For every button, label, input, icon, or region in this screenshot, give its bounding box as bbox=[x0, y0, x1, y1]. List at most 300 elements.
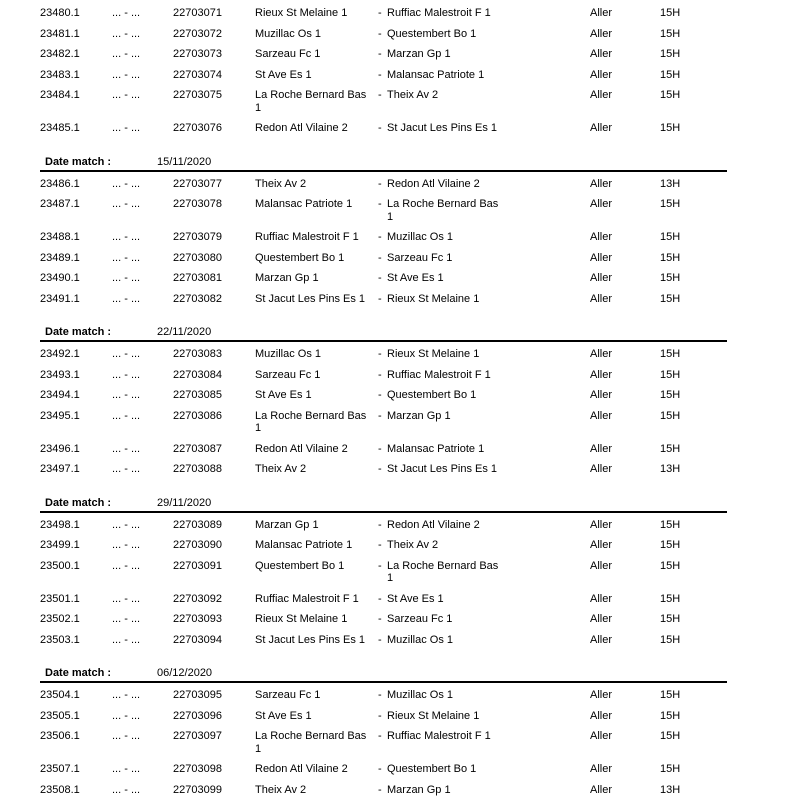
match-rows bbox=[0, 3, 792, 139]
away-team: La Roche Bernard Bas 1 bbox=[387, 559, 499, 584]
match-number: 23503.1 bbox=[40, 633, 80, 646]
away-team-cell bbox=[378, 763, 590, 776]
match-row bbox=[0, 3, 792, 24]
match-code: 22703074 bbox=[173, 68, 222, 81]
leg-label: Aller bbox=[590, 198, 613, 210]
date-match-label: Date match : bbox=[45, 496, 112, 509]
leg-label: Aller bbox=[590, 389, 613, 401]
score-placeholder: ... - ... bbox=[112, 613, 141, 625]
leg-label: Aller bbox=[590, 7, 613, 19]
leg-label: Aller bbox=[590, 368, 613, 381]
away-team: Questembert Bo 1 bbox=[387, 763, 477, 775]
away-team-cell bbox=[378, 730, 590, 743]
match-row bbox=[0, 556, 792, 589]
kickoff-time: 15H bbox=[660, 198, 681, 210]
date-match-label: Date match : bbox=[45, 155, 112, 168]
away-team: Rieux St Melaine 1 bbox=[387, 709, 480, 722]
away-team-dash: - bbox=[378, 709, 382, 722]
leg-label: Aller bbox=[590, 27, 613, 40]
kickoff-time: 15H bbox=[660, 709, 681, 722]
kickoff-time: 15H bbox=[660, 7, 681, 19]
kickoff-time: 15H bbox=[660, 613, 681, 625]
score-placeholder: ... - ... bbox=[112, 27, 141, 40]
match-code: 22703093 bbox=[173, 613, 222, 625]
home-team: Rieux St Melaine 1 bbox=[255, 7, 348, 19]
match-code: 22703095 bbox=[173, 689, 222, 701]
score-placeholder: ... - ... bbox=[112, 709, 141, 722]
match-row bbox=[0, 706, 792, 727]
match-number: 23496.1 bbox=[40, 442, 80, 455]
away-team-dash: - bbox=[378, 613, 382, 625]
home-team: Marzan Gp 1 bbox=[255, 272, 319, 284]
away-team: Malansac Patriote 1 bbox=[387, 68, 485, 81]
match-row bbox=[0, 685, 792, 706]
leg-label: Aller bbox=[590, 231, 613, 243]
match-number: 23487.1 bbox=[40, 198, 80, 210]
away-team: Malansac Patriote 1 bbox=[387, 442, 485, 455]
match-code: 22703079 bbox=[173, 231, 222, 243]
away-team-cell bbox=[378, 443, 590, 456]
away-team-cell bbox=[378, 539, 590, 552]
away-team: Marzan Gp 1 bbox=[387, 783, 451, 796]
away-team-dash: - bbox=[378, 122, 382, 134]
match-day-header bbox=[40, 156, 727, 172]
sections-container bbox=[0, 3, 792, 800]
away-team-cell bbox=[378, 369, 590, 382]
match-code: 22703075 bbox=[173, 89, 222, 101]
away-team-cell bbox=[378, 28, 590, 41]
match-row bbox=[0, 609, 792, 630]
home-team: La Roche Bernard Bas 1 bbox=[255, 409, 367, 434]
match-day-header bbox=[40, 497, 727, 513]
away-team: St Jacut Les Pins Es 1 bbox=[387, 463, 498, 475]
kickoff-time: 15H bbox=[660, 68, 681, 81]
leg-label: Aller bbox=[590, 689, 613, 701]
match-row bbox=[0, 44, 792, 65]
away-team-dash: - bbox=[378, 7, 382, 19]
kickoff-time: 15H bbox=[660, 292, 681, 305]
away-team: Redon Atl Vilaine 2 bbox=[387, 177, 480, 190]
match-number: 23505.1 bbox=[40, 709, 80, 722]
match-day-section bbox=[0, 497, 792, 651]
home-team: Sarzeau Fc 1 bbox=[255, 689, 321, 701]
score-placeholder: ... - ... bbox=[112, 633, 141, 646]
score-placeholder: ... - ... bbox=[112, 763, 141, 775]
home-team: St Ave Es 1 bbox=[255, 389, 312, 401]
match-row bbox=[0, 85, 792, 118]
leg-label: Aller bbox=[590, 518, 613, 531]
kickoff-time: 15H bbox=[660, 389, 681, 401]
match-day-header bbox=[40, 326, 727, 342]
match-code: 22703096 bbox=[173, 709, 222, 722]
score-placeholder: ... - ... bbox=[112, 463, 141, 475]
leg-label: Aller bbox=[590, 409, 613, 422]
away-team-cell bbox=[378, 7, 590, 20]
match-rows bbox=[0, 513, 792, 651]
away-team-cell bbox=[378, 48, 590, 61]
match-code: 22703086 bbox=[173, 409, 222, 422]
match-row bbox=[0, 726, 792, 759]
match-row bbox=[0, 439, 792, 460]
match-code: 22703089 bbox=[173, 518, 222, 531]
away-team-cell bbox=[378, 252, 590, 265]
match-code: 22703087 bbox=[173, 442, 222, 455]
match-code: 22703085 bbox=[173, 389, 222, 401]
match-number: 23485.1 bbox=[40, 122, 80, 134]
away-team: Ruffiac Malestroit F 1 bbox=[387, 7, 491, 19]
score-placeholder: ... - ... bbox=[112, 409, 141, 422]
match-number: 23486.1 bbox=[40, 177, 80, 190]
match-code: 22703076 bbox=[173, 122, 222, 134]
match-row bbox=[0, 344, 792, 365]
home-team: Malansac Patriote 1 bbox=[255, 539, 353, 551]
score-placeholder: ... - ... bbox=[112, 518, 141, 531]
away-team: Marzan Gp 1 bbox=[387, 48, 451, 60]
kickoff-time: 13H bbox=[660, 463, 681, 475]
away-team-cell bbox=[378, 122, 590, 135]
kickoff-time: 15H bbox=[660, 368, 681, 381]
leg-label: Aller bbox=[590, 292, 613, 305]
match-row bbox=[0, 535, 792, 556]
away-team: Questembert Bo 1 bbox=[387, 389, 477, 401]
match-number: 23491.1 bbox=[40, 292, 80, 305]
score-placeholder: ... - ... bbox=[112, 68, 141, 81]
date-match-value: 29/11/2020 bbox=[157, 496, 212, 509]
away-team: St Ave Es 1 bbox=[387, 272, 444, 284]
away-team: Redon Atl Vilaine 2 bbox=[387, 518, 480, 531]
match-code: 22703083 bbox=[173, 348, 222, 360]
away-team-dash: - bbox=[378, 730, 382, 742]
match-number: 23484.1 bbox=[40, 89, 80, 101]
score-placeholder: ... - ... bbox=[112, 198, 141, 210]
score-placeholder: ... - ... bbox=[112, 689, 141, 701]
home-team: St Ave Es 1 bbox=[255, 68, 312, 81]
leg-label: Aller bbox=[590, 463, 613, 475]
away-team: Theix Av 2 bbox=[387, 539, 439, 551]
leg-label: Aller bbox=[590, 709, 613, 722]
away-team-dash: - bbox=[378, 272, 382, 284]
leg-label: Aller bbox=[590, 730, 613, 742]
match-number: 23488.1 bbox=[40, 231, 80, 243]
home-team: Questembert Bo 1 bbox=[255, 559, 345, 572]
match-number: 23502.1 bbox=[40, 613, 80, 625]
leg-label: Aller bbox=[590, 89, 613, 101]
leg-label: Aller bbox=[590, 122, 613, 134]
score-placeholder: ... - ... bbox=[112, 442, 141, 455]
match-code: 22703084 bbox=[173, 368, 222, 381]
match-code: 22703099 bbox=[173, 783, 222, 796]
away-team-cell bbox=[378, 593, 590, 606]
kickoff-time: 15H bbox=[660, 348, 681, 360]
match-number: 23481.1 bbox=[40, 27, 80, 40]
match-number: 23480.1 bbox=[40, 7, 80, 19]
match-code: 22703094 bbox=[173, 633, 222, 646]
score-placeholder: ... - ... bbox=[112, 292, 141, 305]
score-placeholder: ... - ... bbox=[112, 592, 141, 605]
score-placeholder: ... - ... bbox=[112, 272, 141, 284]
leg-label: Aller bbox=[590, 442, 613, 455]
match-code: 22703072 bbox=[173, 27, 222, 40]
match-row bbox=[0, 194, 792, 227]
away-team-cell bbox=[378, 389, 590, 402]
home-team: Redon Atl Vilaine 2 bbox=[255, 122, 348, 134]
away-team-dash: - bbox=[378, 633, 382, 646]
kickoff-time: 15H bbox=[660, 409, 681, 422]
away-team: Rieux St Melaine 1 bbox=[387, 348, 480, 360]
match-day-header bbox=[40, 667, 727, 683]
match-row bbox=[0, 406, 792, 439]
away-team: Marzan Gp 1 bbox=[387, 409, 451, 422]
match-number: 23508.1 bbox=[40, 783, 80, 796]
away-team-cell bbox=[378, 689, 590, 702]
match-number: 23489.1 bbox=[40, 251, 80, 264]
date-match-label: Date match : bbox=[45, 326, 112, 338]
match-day-section bbox=[0, 326, 792, 480]
date-match-value: 06/12/2020 bbox=[157, 667, 213, 679]
match-row bbox=[0, 268, 792, 289]
away-team-dash: - bbox=[378, 518, 382, 531]
match-rows bbox=[0, 172, 792, 310]
kickoff-time: 15H bbox=[660, 559, 681, 572]
home-team: Sarzeau Fc 1 bbox=[255, 48, 321, 60]
match-code: 22703088 bbox=[173, 463, 222, 475]
match-number: 23507.1 bbox=[40, 763, 80, 775]
kickoff-time: 15H bbox=[660, 251, 681, 264]
away-team-dash: - bbox=[378, 348, 382, 360]
home-team: Theix Av 2 bbox=[255, 177, 307, 190]
home-team: Ruffiac Malestroit F 1 bbox=[255, 592, 359, 605]
kickoff-time: 15H bbox=[660, 689, 681, 701]
match-code: 22703092 bbox=[173, 592, 222, 605]
kickoff-time: 15H bbox=[660, 27, 681, 40]
match-row bbox=[0, 630, 792, 651]
match-number: 23506.1 bbox=[40, 730, 80, 742]
match-code: 22703080 bbox=[173, 251, 222, 264]
match-number: 23499.1 bbox=[40, 539, 80, 551]
away-team-cell bbox=[378, 560, 590, 585]
away-team: Sarzeau Fc 1 bbox=[387, 251, 453, 264]
away-team-cell bbox=[378, 178, 590, 191]
match-number: 23498.1 bbox=[40, 518, 80, 531]
away-team: St Jacut Les Pins Es 1 bbox=[387, 122, 498, 134]
kickoff-time: 15H bbox=[660, 518, 681, 531]
match-row bbox=[0, 248, 792, 269]
score-placeholder: ... - ... bbox=[112, 368, 141, 381]
away-team-dash: - bbox=[378, 198, 382, 210]
away-team-dash: - bbox=[378, 389, 382, 401]
away-team: Muzillac Os 1 bbox=[387, 633, 454, 646]
leg-label: Aller bbox=[590, 539, 613, 551]
kickoff-time: 13H bbox=[660, 783, 681, 796]
score-placeholder: ... - ... bbox=[112, 783, 141, 796]
match-number: 23501.1 bbox=[40, 592, 80, 605]
away-team-dash: - bbox=[378, 689, 382, 701]
leg-label: Aller bbox=[590, 68, 613, 81]
leg-label: Aller bbox=[590, 763, 613, 775]
match-row bbox=[0, 589, 792, 610]
match-row bbox=[0, 780, 792, 800]
match-row bbox=[0, 289, 792, 310]
date-match-value: 22/11/2020 bbox=[157, 326, 212, 338]
away-team-dash: - bbox=[378, 442, 382, 455]
leg-label: Aller bbox=[590, 559, 613, 572]
away-team-cell bbox=[378, 348, 590, 361]
match-code: 22703082 bbox=[173, 292, 222, 305]
away-team-cell bbox=[378, 613, 590, 626]
match-code: 22703078 bbox=[173, 198, 222, 210]
leg-label: Aller bbox=[590, 348, 613, 360]
match-code: 22703091 bbox=[173, 559, 222, 572]
away-team-dash: - bbox=[378, 463, 382, 475]
match-number: 23504.1 bbox=[40, 689, 80, 701]
away-team-dash: - bbox=[378, 368, 382, 381]
match-code: 22703081 bbox=[173, 272, 222, 284]
kickoff-time: 15H bbox=[660, 730, 681, 742]
away-team-dash: - bbox=[378, 231, 382, 243]
away-team-dash: - bbox=[378, 68, 382, 81]
match-code: 22703097 bbox=[173, 730, 222, 742]
home-team: Theix Av 2 bbox=[255, 463, 307, 475]
home-team: Sarzeau Fc 1 bbox=[255, 368, 321, 381]
home-team: La Roche Bernard Bas 1 bbox=[255, 730, 367, 755]
match-row bbox=[0, 118, 792, 139]
kickoff-time: 15H bbox=[660, 539, 681, 551]
home-team: St Jacut Les Pins Es 1 bbox=[255, 633, 366, 646]
away-team-cell bbox=[378, 272, 590, 285]
home-team: Ruffiac Malestroit F 1 bbox=[255, 231, 359, 243]
home-team: Muzillac Os 1 bbox=[255, 27, 322, 40]
score-placeholder: ... - ... bbox=[112, 231, 141, 243]
away-team-cell bbox=[378, 784, 590, 797]
away-team-dash: - bbox=[378, 559, 382, 572]
match-code: 22703071 bbox=[173, 7, 222, 19]
home-team: Theix Av 2 bbox=[255, 783, 307, 796]
home-team: Redon Atl Vilaine 2 bbox=[255, 763, 348, 775]
score-placeholder: ... - ... bbox=[112, 389, 141, 401]
match-row bbox=[0, 515, 792, 536]
date-match-value: 15/11/2020 bbox=[157, 155, 212, 168]
leg-label: Aller bbox=[590, 48, 613, 60]
match-code: 22703098 bbox=[173, 763, 222, 775]
kickoff-time: 15H bbox=[660, 48, 681, 60]
home-team: Muzillac Os 1 bbox=[255, 348, 322, 360]
away-team-dash: - bbox=[378, 27, 382, 40]
score-placeholder: ... - ... bbox=[112, 251, 141, 264]
leg-label: Aller bbox=[590, 613, 613, 625]
home-team: Malansac Patriote 1 bbox=[255, 198, 353, 210]
score-placeholder: ... - ... bbox=[112, 48, 141, 60]
away-team: Questembert Bo 1 bbox=[387, 27, 477, 40]
match-code: 22703077 bbox=[173, 177, 222, 190]
kickoff-time: 15H bbox=[660, 272, 681, 284]
home-team: La Roche Bernard Bas 1 bbox=[255, 89, 367, 114]
leg-label: Aller bbox=[590, 633, 613, 646]
home-team: Redon Atl Vilaine 2 bbox=[255, 442, 348, 455]
date-match-label: Date match : bbox=[45, 667, 112, 679]
leg-label: Aller bbox=[590, 592, 613, 605]
away-team-dash: - bbox=[378, 592, 382, 605]
kickoff-time: 15H bbox=[660, 633, 681, 646]
away-team-dash: - bbox=[378, 539, 382, 551]
score-placeholder: ... - ... bbox=[112, 177, 141, 190]
match-row bbox=[0, 24, 792, 45]
away-team-cell bbox=[378, 519, 590, 532]
away-team-cell bbox=[378, 89, 590, 102]
away-team: La Roche Bernard Bas 1 bbox=[387, 198, 499, 223]
away-team-dash: - bbox=[378, 48, 382, 60]
match-row bbox=[0, 227, 792, 248]
away-team-cell bbox=[378, 231, 590, 244]
home-team: Questembert Bo 1 bbox=[255, 251, 345, 264]
match-number: 23490.1 bbox=[40, 272, 80, 284]
away-team-dash: - bbox=[378, 763, 382, 775]
leg-label: Aller bbox=[590, 177, 613, 190]
match-row bbox=[0, 385, 792, 406]
match-number: 23495.1 bbox=[40, 409, 80, 422]
match-number: 23482.1 bbox=[40, 48, 80, 60]
match-code: 22703073 bbox=[173, 48, 222, 60]
match-day-section bbox=[0, 156, 792, 310]
away-team: Sarzeau Fc 1 bbox=[387, 613, 453, 625]
match-rows bbox=[0, 683, 792, 800]
score-placeholder: ... - ... bbox=[112, 89, 141, 101]
kickoff-time: 15H bbox=[660, 122, 681, 134]
away-team: Muzillac Os 1 bbox=[387, 689, 454, 701]
score-placeholder: ... - ... bbox=[112, 122, 141, 134]
away-team-dash: - bbox=[378, 409, 382, 422]
away-team: Muzillac Os 1 bbox=[387, 231, 454, 243]
away-team-dash: - bbox=[378, 177, 382, 190]
score-placeholder: ... - ... bbox=[112, 730, 141, 742]
away-team-cell bbox=[378, 634, 590, 647]
match-row bbox=[0, 65, 792, 86]
kickoff-time: 15H bbox=[660, 89, 681, 101]
kickoff-time: 13H bbox=[660, 177, 681, 190]
match-row bbox=[0, 459, 792, 480]
home-team: St Ave Es 1 bbox=[255, 709, 312, 722]
away-team-dash: - bbox=[378, 251, 382, 264]
match-number: 23500.1 bbox=[40, 559, 80, 572]
match-number: 23493.1 bbox=[40, 368, 80, 381]
leg-label: Aller bbox=[590, 783, 613, 796]
away-team-cell bbox=[378, 710, 590, 723]
match-rows bbox=[0, 342, 792, 480]
kickoff-time: 15H bbox=[660, 592, 681, 605]
match-number: 23494.1 bbox=[40, 389, 80, 401]
away-team-cell bbox=[378, 69, 590, 82]
match-row bbox=[0, 174, 792, 195]
match-number: 23497.1 bbox=[40, 463, 80, 475]
match-number: 23492.1 bbox=[40, 348, 80, 360]
home-team: St Jacut Les Pins Es 1 bbox=[255, 292, 366, 305]
away-team: Ruffiac Malestroit F 1 bbox=[387, 730, 491, 742]
kickoff-time: 15H bbox=[660, 763, 681, 775]
match-day-section bbox=[0, 3, 792, 139]
match-code: 22703090 bbox=[173, 539, 222, 551]
score-placeholder: ... - ... bbox=[112, 539, 141, 551]
score-placeholder: ... - ... bbox=[112, 7, 141, 19]
score-placeholder: ... - ... bbox=[112, 559, 141, 572]
leg-label: Aller bbox=[590, 272, 613, 284]
away-team-cell bbox=[378, 463, 590, 476]
score-placeholder: ... - ... bbox=[112, 348, 141, 360]
away-team-dash: - bbox=[378, 292, 382, 305]
away-team-dash: - bbox=[378, 89, 382, 101]
away-team: Ruffiac Malestroit F 1 bbox=[387, 368, 491, 381]
home-team: Marzan Gp 1 bbox=[255, 518, 319, 531]
kickoff-time: 15H bbox=[660, 442, 681, 455]
leg-label: Aller bbox=[590, 251, 613, 264]
